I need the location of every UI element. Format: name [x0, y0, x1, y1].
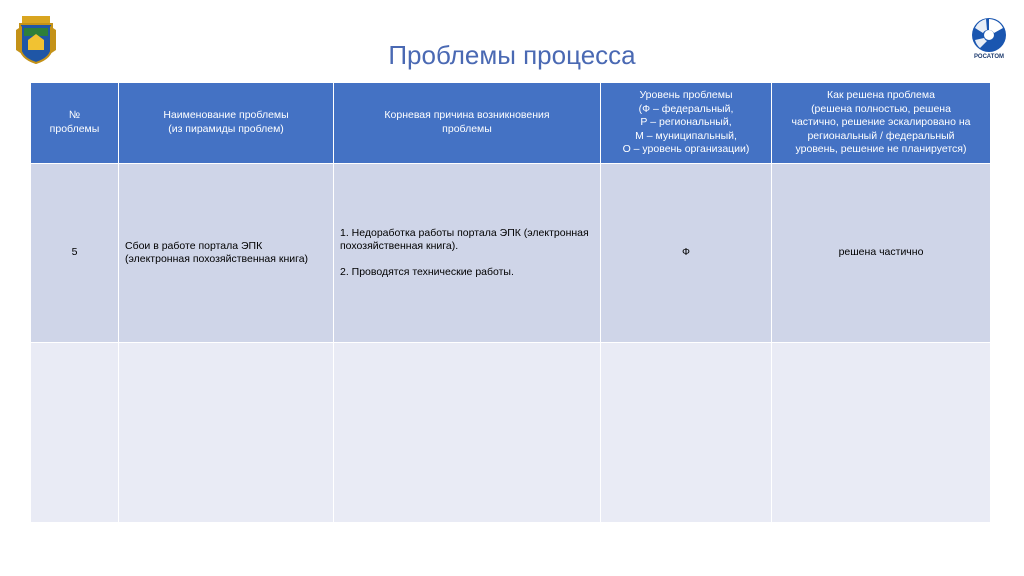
- cell-root-cause: [334, 164, 601, 343]
- empty-cell: [31, 343, 119, 523]
- table-row: [31, 164, 991, 343]
- empty-cell: [772, 343, 991, 523]
- table-header-row: [31, 83, 991, 164]
- root-cause-item: 2. Проводятся технические работы.: [340, 265, 514, 278]
- cell-problem-level: Ф: [601, 164, 772, 343]
- empty-cell: [334, 343, 601, 523]
- empty-cell: [119, 343, 334, 523]
- problems-table: [30, 82, 991, 523]
- cell-problem-name: Сбои в работе портала ЭПК (электронная похозяйственная книга): [119, 164, 334, 343]
- table-row: [31, 343, 991, 523]
- header-problem-number: № проблемы: [31, 83, 119, 164]
- empty-cell: [601, 343, 772, 523]
- rosatom-logo-text: РОСАТОМ: [974, 54, 1004, 60]
- cell-problem-number: 5: [31, 164, 119, 343]
- header-root-cause: Корневая причина возникновения проблемы: [334, 83, 601, 164]
- header-problem-level: Уровень проблемы (Ф – федеральный, Р – региональный, М – муниципальный, О – уровень организации): [601, 83, 772, 164]
- header-resolution: Как решена проблема (решена полностью, решена частично, решение эскалировано на региональный / федеральный уровень, решение не планируется): [772, 83, 991, 164]
- cell-resolution: решена частично: [772, 164, 991, 343]
- header-problem-name: Наименование проблемы (из пирамиды проблем): [119, 83, 334, 164]
- page-title: Проблемы процесса: [388, 40, 636, 70]
- root-cause-item: 1. Недоработка работы портала ЭПК (электронная похозяйственная книга).: [340, 227, 589, 253]
